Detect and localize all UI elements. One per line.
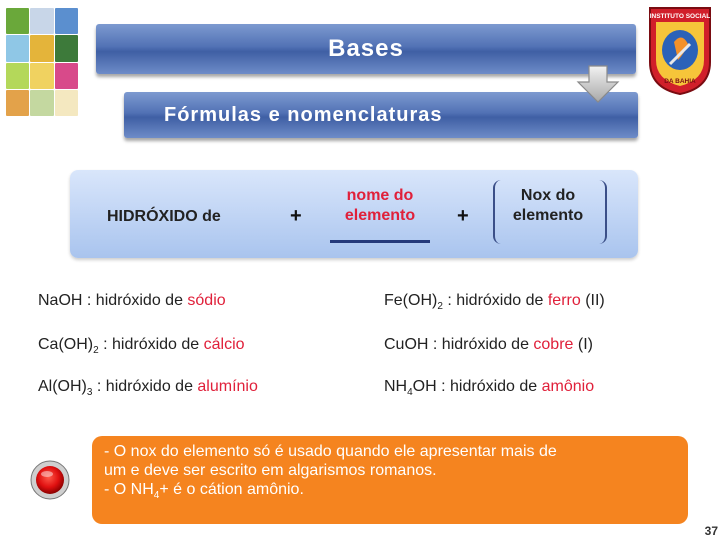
element-name-underline xyxy=(330,240,430,243)
example-cuoh xyxy=(384,336,593,354)
example-element: cobre xyxy=(533,336,574,353)
example-text: : hidróxido de xyxy=(428,336,534,353)
example-nox: (II) xyxy=(580,292,605,309)
example-element: sódio xyxy=(187,292,226,309)
example-element: ferro xyxy=(547,292,581,309)
formula-plus-1: + xyxy=(290,205,302,227)
formula-hydroxide-label: HIDRÓXIDO de xyxy=(107,208,221,225)
slide-subtitle-bar xyxy=(124,92,638,138)
arrow-down-icon xyxy=(576,64,620,104)
note-line-3-pre: - O NH xyxy=(104,481,154,498)
note-line-3-post: + é o cátion amônio. xyxy=(159,481,304,498)
note-box xyxy=(92,436,688,524)
formula-nox-line1: Nox do xyxy=(520,187,576,204)
slide-title: Bases xyxy=(328,35,404,62)
svg-text:INSTITUTO SOCIAL: INSTITUTO SOCIAL xyxy=(649,13,711,20)
example-element: cálcio xyxy=(203,336,245,353)
example-nox: (I) xyxy=(573,336,593,353)
formula-element-name-line1: nome do xyxy=(346,187,414,204)
example-element: amônio xyxy=(541,378,595,395)
instituto-social-da-bahia-logo xyxy=(644,4,716,96)
example-text: : hidróxido de xyxy=(98,336,204,353)
decorative-image-mosaic xyxy=(6,8,78,116)
example-formula: Fe(OH) xyxy=(384,292,438,309)
example-caoh2 xyxy=(38,336,245,356)
svg-text:DA BAHIA: DA BAHIA xyxy=(664,78,696,85)
example-nh4oh xyxy=(384,378,594,398)
example-formula: Al(OH) xyxy=(38,378,87,395)
example-element: alumínio xyxy=(197,378,258,395)
example-naoh xyxy=(38,292,226,310)
example-formula: CuOH xyxy=(384,336,429,353)
slide-subtitle: Fórmulas e nomenclaturas xyxy=(164,103,443,126)
formula-nox-line2: elemento xyxy=(512,207,584,224)
note-line-2: um e deve ser escrito em algarismos romanos. xyxy=(104,462,437,479)
example-subscript: 3 xyxy=(86,387,93,399)
example-formula: NaOH xyxy=(38,292,83,309)
formula-plus-2: + xyxy=(457,205,469,227)
example-text: : hidróxido de xyxy=(82,292,188,309)
page-number: 37 xyxy=(704,524,718,538)
example-formula: NH xyxy=(384,378,408,395)
example-text: : hidróxido de xyxy=(92,378,198,395)
example-subscript: 2 xyxy=(437,301,443,313)
example-formula: Ca(OH) xyxy=(38,336,94,353)
formula-element-name-line2: elemento xyxy=(344,207,416,224)
slide-title-bar xyxy=(96,24,636,74)
formula-nox xyxy=(493,186,603,226)
note-line-3-sub: 4 xyxy=(153,490,160,502)
example-subscript: 2 xyxy=(93,345,99,357)
note-line-1: - O nox do elemento só é usado quando ele apresentar mais de xyxy=(104,443,557,460)
example-text: : hidróxido de xyxy=(442,292,548,309)
example-feoh2 xyxy=(384,292,605,312)
red-button-icon xyxy=(30,460,70,500)
formula-element-name xyxy=(330,186,430,226)
example-aloh3 xyxy=(38,378,258,398)
example-subscript: 4 xyxy=(407,387,413,399)
example-text: : hidróxido de xyxy=(436,378,542,395)
example-formula-tail: OH xyxy=(412,378,437,395)
note-line-3 xyxy=(104,480,676,505)
